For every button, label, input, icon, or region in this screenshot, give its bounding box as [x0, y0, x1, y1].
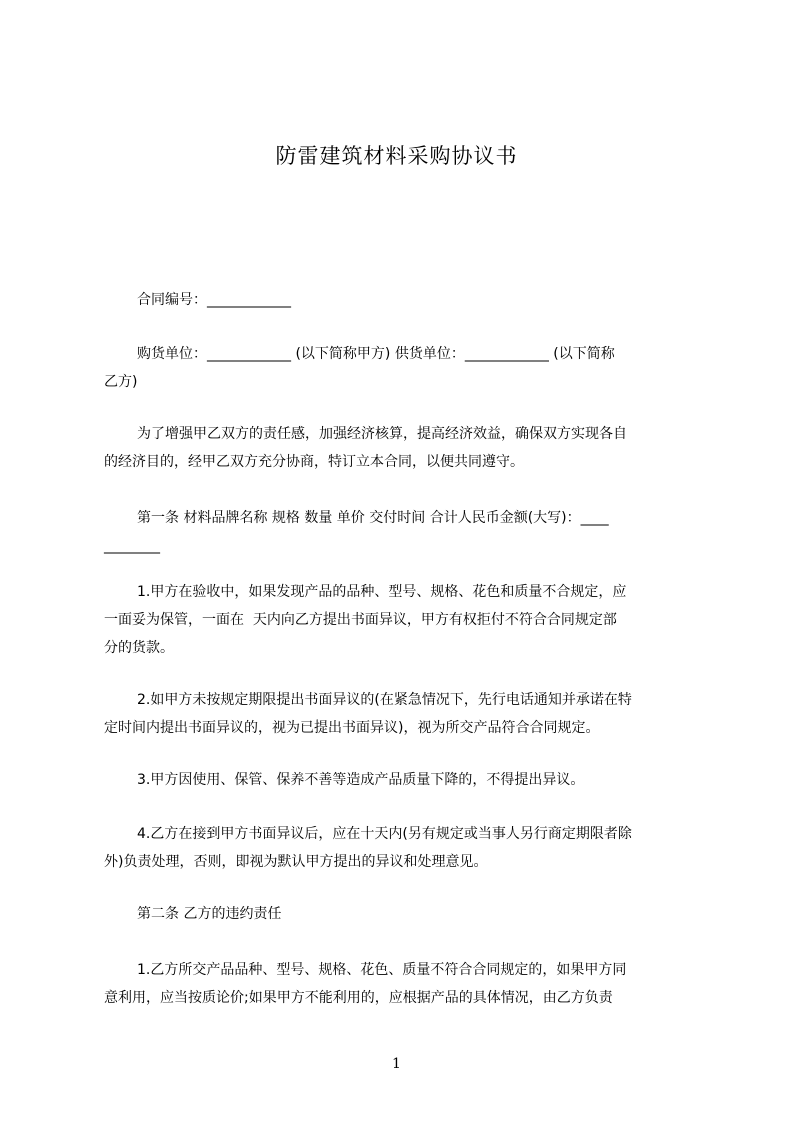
- clause-2-1-line-2: 意利用，应当按质论价;如果甲方不能利用的，应根据产品的具体情况，由乙方负责: [104, 990, 613, 1006]
- clause-1-4-line-1: 4.乙方在接到甲方书面异议后，应在十天内(另有规定或当事人另行商定期限者除: [137, 826, 632, 842]
- clause-1-4-line-2: 外)负责处理，否则，即视为默认甲方提出的异议和处理意见。: [104, 854, 488, 870]
- article-2-heading: [104, 900, 704, 928]
- article-1-heading: [104, 504, 704, 560]
- document-title: 防雷建筑材料采购协议书: [275, 144, 518, 168]
- parties-line-1: 购货单位：____________ (以下简称甲方) 供货单位：____________ (以下简称: [137, 346, 615, 362]
- clause-1-3-line-1: 3.甲方因使用、保管、保养不善等造成产品质量下降的，不得提出异议。: [137, 772, 585, 788]
- preamble-line-1: 为了增强甲乙双方的责任感，加强经济核算，提高经济效益，确保双方实现各自: [137, 426, 627, 442]
- parties-paragraph: [104, 340, 704, 396]
- contract-number: [104, 286, 704, 314]
- clause-1-4: [104, 820, 704, 876]
- clause-1-2: [104, 686, 704, 742]
- clause-1-3: [104, 766, 704, 794]
- clause-2-1: [104, 956, 704, 1012]
- article-1-line-1: 第一条 材料品牌名称 规格 数量 单价 交付时间 合计人民币金额(大写)：____: [137, 510, 609, 526]
- parties-line-2: 乙方): [104, 374, 138, 390]
- preamble-paragraph: [104, 420, 704, 476]
- article-2-line-1: 第二条 乙方的违约责任: [137, 906, 282, 922]
- contract-number-line: 合同编号：____________: [137, 292, 291, 308]
- preamble-line-2: 的经济目的，经甲乙双方充分协商，特订立本合同，以便共同遵守。: [104, 454, 524, 470]
- clause-1-1-line-3: 分的货款。: [104, 640, 174, 656]
- clause-1-1-line-1: 1.甲方在验收中，如果发现产品的品种、型号、规格、花色和质量不合规定，应: [137, 584, 627, 600]
- clause-1-1: [104, 578, 704, 662]
- clause-1-2-line-1: 2.如甲方未按规定期限提出书面异议的(在紧急情况下，先行电话通知并承诺在特: [137, 692, 632, 708]
- article-1-line-2: ________: [104, 538, 160, 554]
- clause-1-2-line-2: 定时间内提出书面异议的，视为已提出书面异议)，视为所交产品符合合同规定。: [104, 720, 600, 736]
- clause-2-1-line-1: 1.乙方所交产品品种、型号、规格、花色、质量不符合合同规定的，如果甲方同: [137, 962, 627, 978]
- page-number: 1: [392, 1056, 401, 1072]
- clause-1-1-line-2: 一面妥为保管，一面在 天内向乙方提出书面异议，甲方有权拒付不符合合同规定部: [104, 612, 617, 628]
